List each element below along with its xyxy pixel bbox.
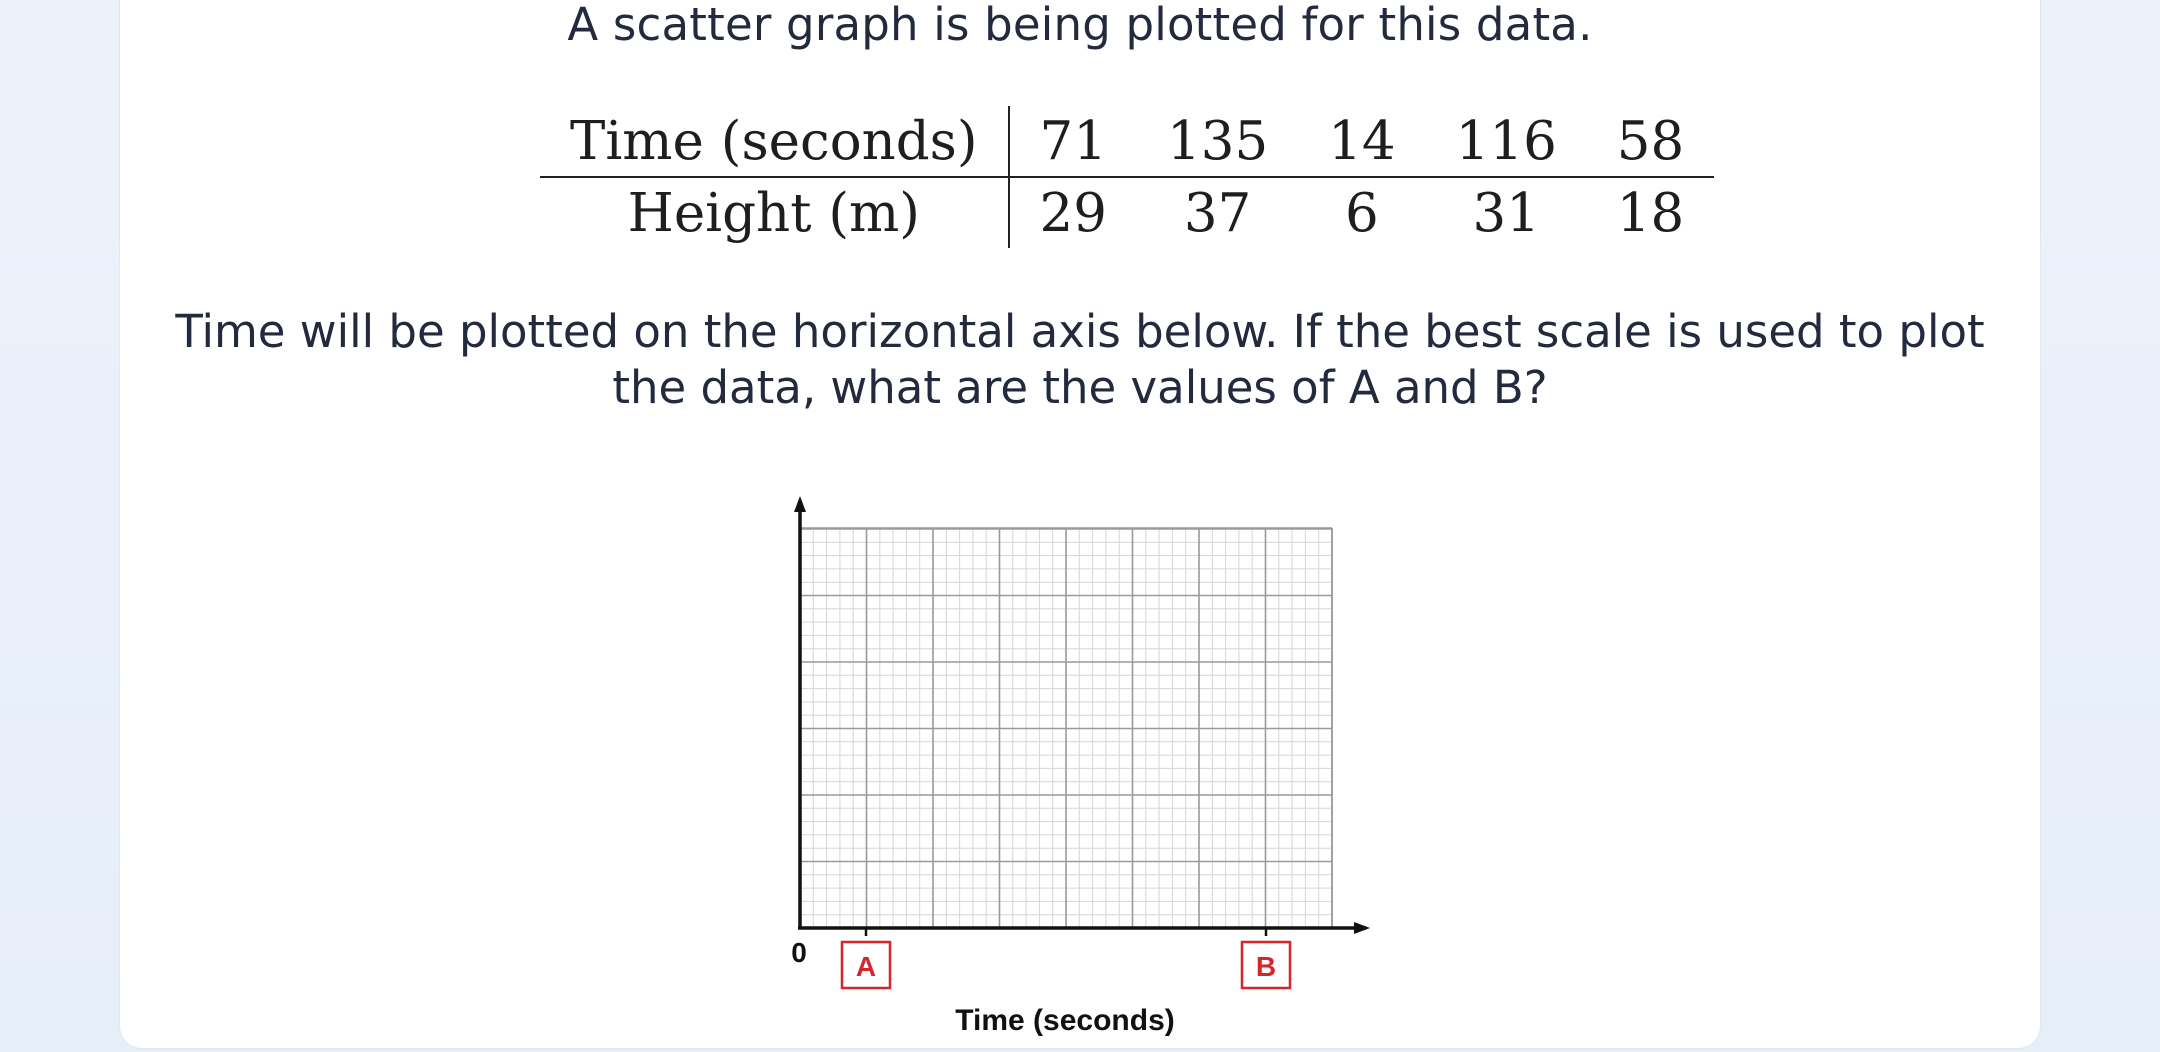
row-label-time: Time (seconds) (540, 106, 1009, 177)
height-value: 6 (1345, 182, 1379, 244)
graph-grid (760, 490, 1380, 1050)
question-title: A scatter graph is being plotted for this data. (567, 0, 1593, 51)
table-row-time (540, 106, 1714, 177)
box-b-label: B (1255, 951, 1277, 982)
box-a-label: A (855, 951, 877, 982)
origin-label: 0 (791, 937, 807, 968)
time-value: 58 (1587, 106, 1714, 177)
data-table (540, 106, 1714, 248)
question-body (0, 304, 2160, 416)
question-body-line1: Time will be plotted on the horizontal axis below. If the best scale is used to plot (175, 305, 1985, 358)
table-row-height (540, 177, 1714, 248)
height-value: 31 (1472, 182, 1540, 244)
y-axis-arrow-icon (794, 496, 806, 512)
time-value: 135 (1137, 106, 1298, 177)
height-value: 37 (1183, 182, 1252, 244)
question-body-line2: the data, what are the values of A and B? (612, 361, 1548, 414)
x-axis-label: Time (seconds) (955, 1004, 1175, 1037)
time-value: 71 (1009, 106, 1137, 177)
x-axis-arrow-icon (1354, 922, 1370, 934)
time-value: 14 (1298, 106, 1425, 177)
height-value: 18 (1616, 182, 1685, 244)
row-label-height: Height (m) (540, 177, 1009, 248)
time-value: 116 (1426, 106, 1587, 177)
height-value: 29 (1039, 182, 1107, 244)
